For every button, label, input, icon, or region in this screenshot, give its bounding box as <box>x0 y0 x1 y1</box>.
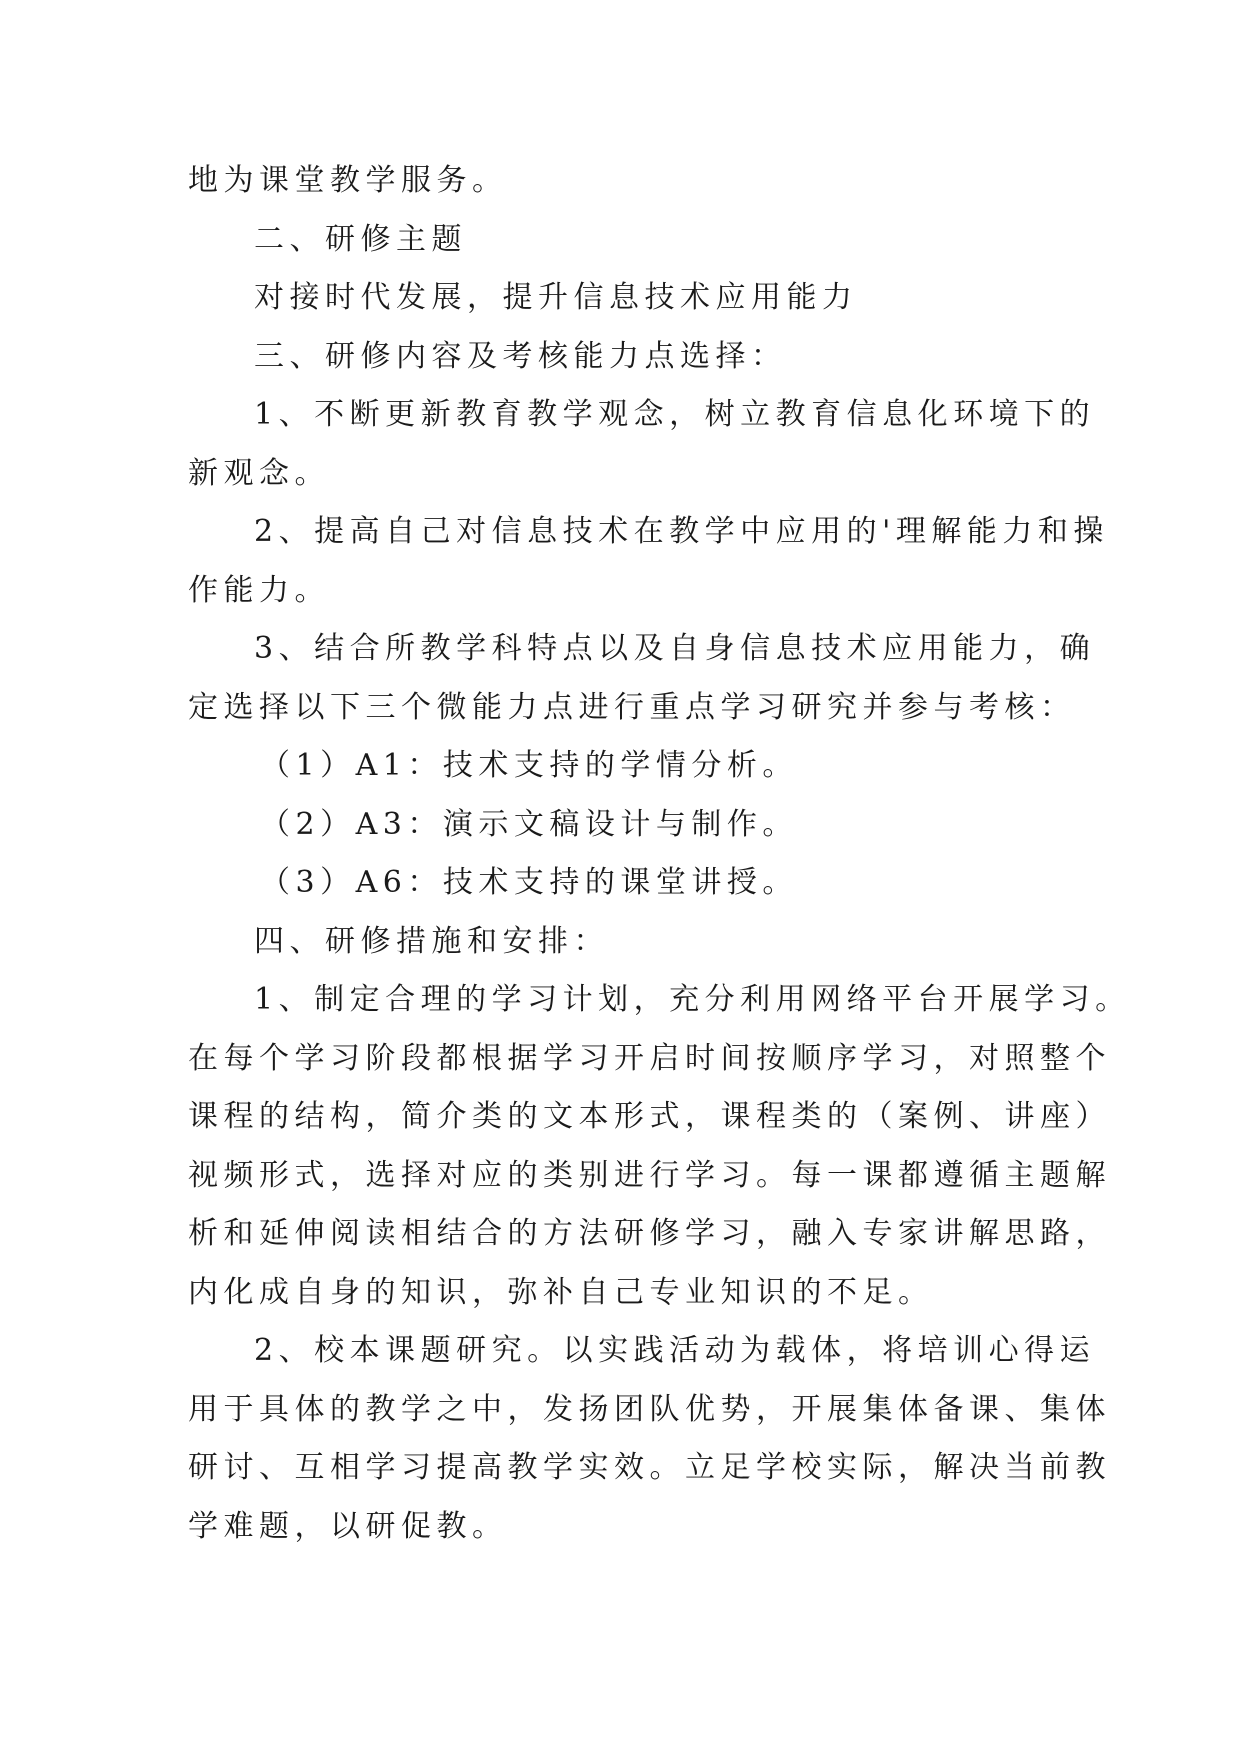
section-heading-4: 四、研修措施和安排： <box>254 923 609 959</box>
list-item: （3）A6：技术支持的课堂讲授。 <box>260 865 798 900</box>
paragraph-line: 3、结合所教学科特点以及自身信息技术应用能力，确 <box>254 631 1096 666</box>
paragraph-line: 2、提高自己对信息技术在教学中应用的'理解能力和操 <box>254 514 1109 549</box>
paragraph-line: 1、制定合理的学习计划，充分利用网络平台开展学习。 <box>254 982 1131 1017</box>
paragraph-line: 视频形式，选择对应的类别进行学习。每一课都遵循主题解 <box>188 1157 1111 1193</box>
paragraph-line: 在每个学习阶段都根据学习开启时间按顺序学习，对照整个 <box>188 1040 1111 1076</box>
list-item: （1）A1：技术支持的学情分析。 <box>260 748 798 783</box>
paragraph-line: 新观念。 <box>188 455 330 491</box>
section-heading-3: 三、研修内容及考核能力点选择： <box>254 338 787 374</box>
paragraph-line: 研讨、互相学习提高教学实效。立足学校实际，解决当前教 <box>188 1450 1111 1485</box>
paragraph-line: 地为课堂教学服务。 <box>188 163 508 198</box>
section-heading-2: 二、研修主题 <box>254 221 467 257</box>
list-item: （2）A3：演示文稿设计与制作。 <box>260 806 798 842</box>
document-body <box>188 152 1131 1556</box>
paragraph-line: 用于具体的教学之中，发扬团队优势，开展集体备课、集体 <box>188 1391 1111 1427</box>
paragraph-line: 1、不断更新教育教学观念，树立教育信息化环境下的 <box>254 397 1096 432</box>
paragraph-line: 课程的结构，简介类的文本形式，课程类的（案例、讲座） <box>188 1099 1111 1134</box>
paragraph-line: 对接时代发展，提升信息技术应用能力 <box>254 280 858 315</box>
paragraph-line: 内化成自身的知识，弥补自己专业知识的不足。 <box>188 1274 934 1310</box>
paragraph-line: 2、校本课题研究。以实践活动为载体，将培训心得运 <box>254 1333 1096 1368</box>
paragraph-line: 定选择以下三个微能力点进行重点学习研究并参与考核： <box>188 689 1076 725</box>
paragraph-line: 学难题，以研促教。 <box>188 1508 508 1544</box>
paragraph-line: 析和延伸阅读相结合的方法研修学习，融入专家讲解思路， <box>188 1216 1111 1251</box>
paragraph-line: 作能力。 <box>188 572 330 608</box>
